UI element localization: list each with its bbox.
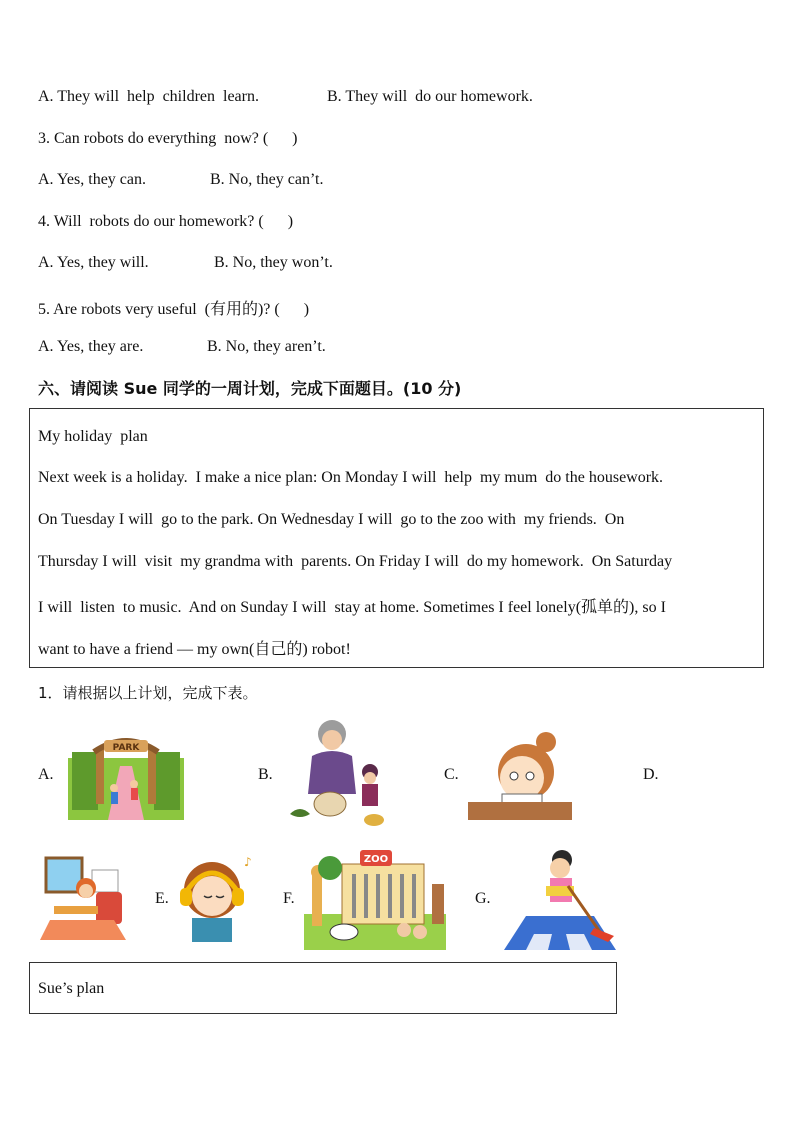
- task-1-instruction: 1．请根据以上计划，完成下表。: [38, 684, 258, 702]
- passage-box: [29, 408, 764, 668]
- plan-table-header: Sue’s plan: [38, 980, 105, 997]
- q5-option-a: A. Yes, they are.: [38, 338, 144, 355]
- q5-option-b: B. No, they aren’t.: [207, 338, 326, 355]
- question-4: 4. Will robots do our homework? ( ): [38, 213, 294, 230]
- label-b: B.: [258, 766, 273, 783]
- q4-option-b: B. No, they won’t.: [214, 254, 333, 271]
- passage-line: I will listen to music. And on Sunday I will stay at home. Sometimes I feel lonely(孤单的), so I: [38, 599, 666, 616]
- label-f: F.: [283, 890, 295, 907]
- section-title: 六、请阅读 Sue 同学的一周计划，完成下面题目。(10 分): [38, 379, 462, 398]
- housework-picture: [40, 856, 126, 940]
- q3-option-b: B. No, they can’t.: [210, 171, 324, 188]
- passage-title: My holiday plan: [38, 428, 148, 445]
- passage-line: Next week is a holiday. I make a nice plan: On Monday I will help my mum do the housework.: [38, 469, 664, 486]
- question-3: 3. Can robots do everything now? ( ): [38, 130, 298, 147]
- music-picture: [178, 852, 258, 942]
- label-c: C.: [444, 766, 459, 783]
- passage-line: Thursday I will visit my grandma with parents. On Friday I will do my homework. On Saturday: [38, 553, 673, 570]
- q2-option-b: B. They will do our homework.: [327, 88, 533, 105]
- zoo-picture: [304, 844, 446, 950]
- passage-line: want to have a friend — my own(自己的) robot!: [38, 641, 351, 658]
- park-picture: [68, 728, 184, 820]
- question-5: 5. Are robots very useful (有用的)? ( ): [38, 301, 310, 318]
- sweeping-picture: [504, 846, 616, 950]
- label-a: A.: [38, 766, 54, 783]
- music-note-icon: ♪: [244, 855, 252, 869]
- grandma-picture: [286, 716, 392, 828]
- zoo-sign: ZOO: [363, 854, 389, 865]
- q3-option-a: A. Yes, they can.: [38, 171, 146, 188]
- q4-option-a: A. Yes, they will.: [38, 254, 149, 271]
- label-e: E.: [155, 890, 169, 907]
- park-sign: PARK: [112, 743, 140, 753]
- homework-picture: [468, 728, 572, 820]
- plan-table: [29, 962, 617, 1014]
- passage-line: On Tuesday I will go to the park. On Wednesday I will go to the zoo with my friends. On: [38, 511, 625, 528]
- q2-option-a: A. They will help children learn.: [38, 88, 259, 105]
- label-g: G.: [475, 890, 491, 907]
- label-d: D.: [643, 766, 659, 783]
